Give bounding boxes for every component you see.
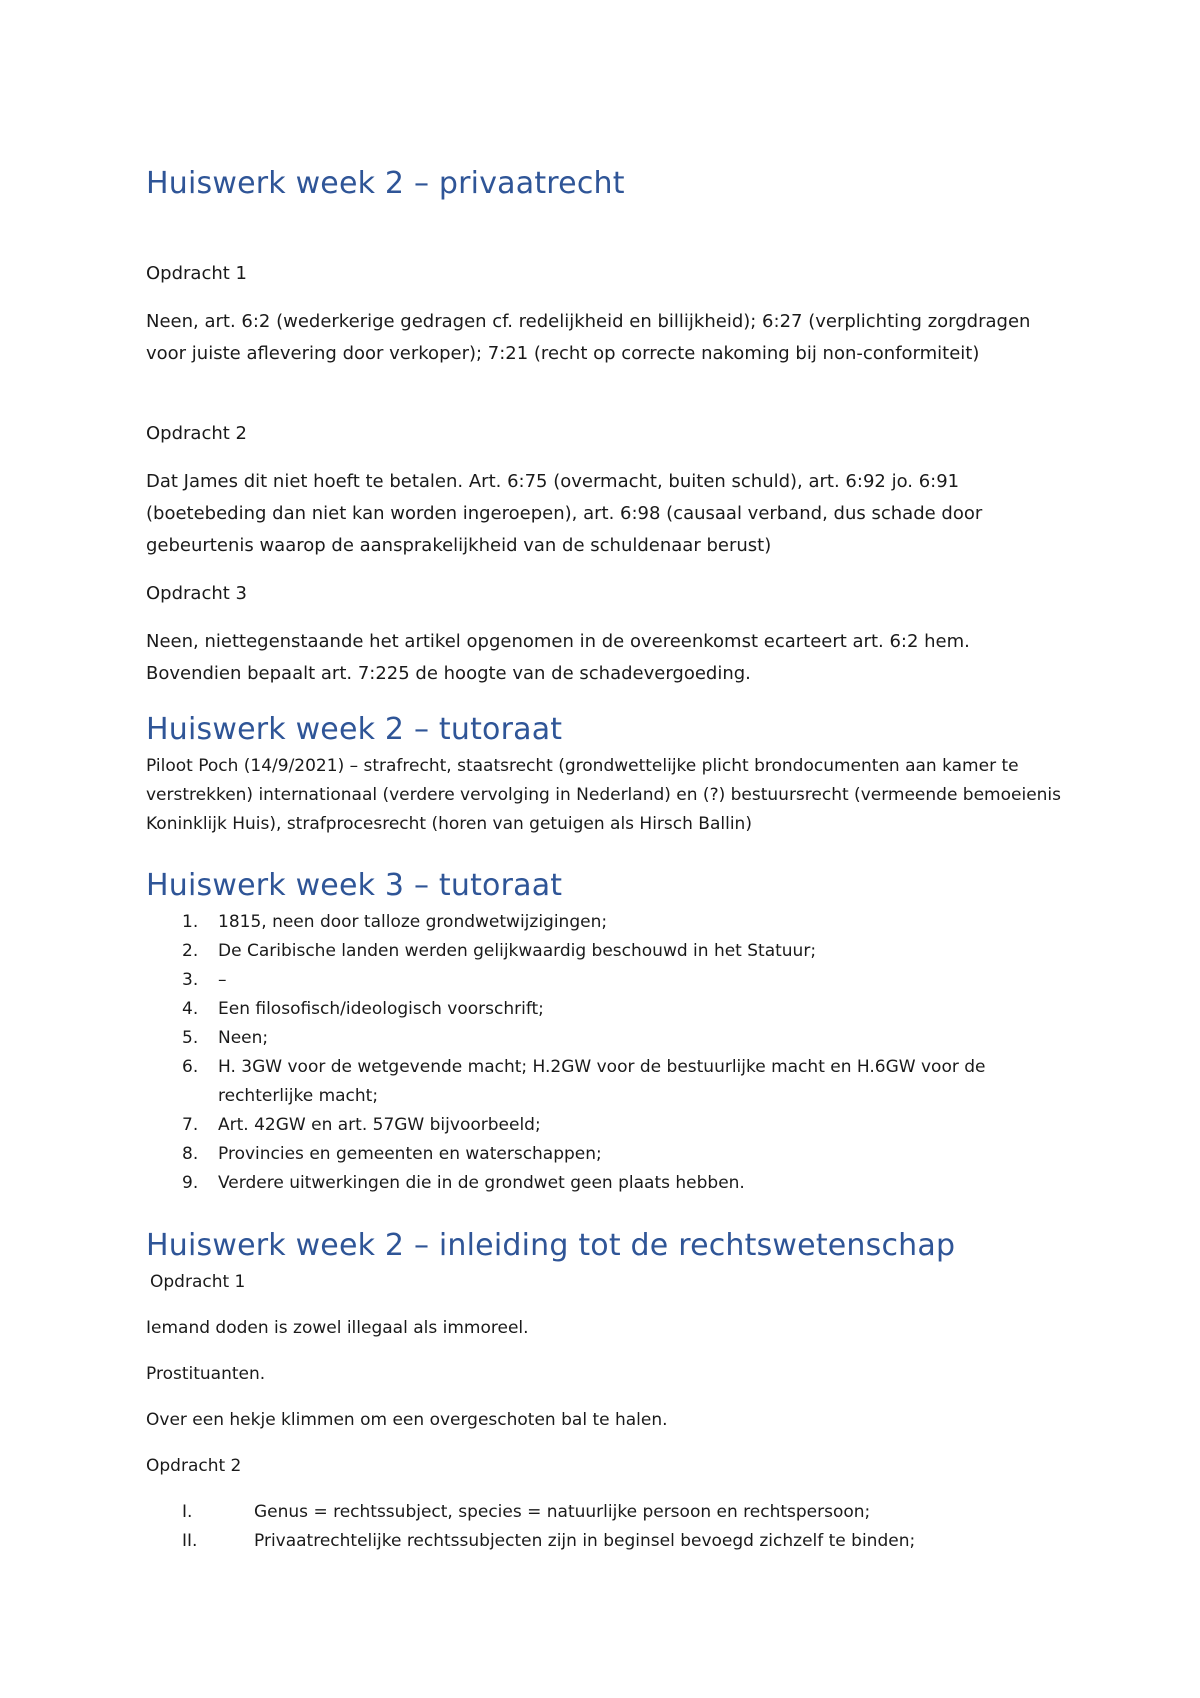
list-item: I. Genus = rechtssubject, species = natuurlijke persoon en rechtspersoon; [182,1502,871,1522]
list-item: 8. Provincies en gemeenten en waterschappen; [182,1144,602,1164]
opdracht-label: Opdracht 1 [150,1272,246,1292]
answer-line: Over een hekje klimmen om een overgeschoten bal te halen. [146,1410,668,1430]
list-item: 7. Art. 42GW en art. 57GW bijvoorbeeld; [182,1115,541,1135]
list-item: 4. Een filosofisch/ideologisch voorschrift; [182,999,544,1019]
opdracht-label: Opdracht 3 [146,583,247,604]
section-heading-privaatrecht: Huiswerk week 2 – privaatrecht [146,166,625,201]
list-item: 6. H. 3GW voor de wetgevende macht; H.2GW voor de bestuurlijke macht en H.6GW voor de rechterlijke macht; [182,1057,986,1106]
answer-line: Iemand doden is zowel illegaal als immoreel. [146,1318,529,1338]
opdracht-label: Opdracht 2 [146,1456,242,1476]
section-heading-inleiding: Huiswerk week 2 – inleiding tot de rechtswetenschap [146,1228,956,1263]
list-item: II. Privaatrechtelijke rechtssubjecten zijn in beginsel bevoegd zichzelf te binden; [182,1531,916,1551]
answer-paragraph: Neen, niettegenstaande het artikel opgenomen in de overeenkomst ecarteert art. 6:2 hem. Bovendien bepaalt art. 7:225 de hoogte van de schadevergoeding. [146,631,970,684]
list-item: 9. Verdere uitwerkingen die in de grondwet geen plaats hebben. [182,1173,745,1193]
tutoraat-paragraph: Piloot Poch (14/9/2021) – strafrecht, staatsrecht (grondwettelijke plicht brondocumenten aan kamer te verstrekken) internationaal (verdere vervolging in Nederland) en (?) bestuursrecht (vermeende bemoeienis Koninklijk Huis), strafprocesrecht (horen van getuigen als Hirsch Ballin) [146,756,1062,834]
opdracht-label: Opdracht 2 [146,423,247,444]
opdracht-label: Opdracht 1 [146,263,247,284]
list-item: 5. Neen; [182,1028,269,1048]
answer-paragraph: Neen, art. 6:2 (wederkerige gedragen cf. redelijkheid en billijkheid); 6:27 (verplichting zorgdragen voor juiste aflevering door verkoper); 7:21 (recht op correcte nakoming bij non-conformiteit) [146,311,1031,364]
list-item: 2. De Caribische landen werden gelijkwaardig beschouwd in het Statuur; [182,941,817,961]
answer-paragraph: Dat James dit niet hoeft te betalen. Art. 6:75 (overmacht, buiten schuld), art. 6:92 jo. 6:91 (boetebeding dan niet kan worden ingeroepen), art. 6:98 (causaal verband, dus schade door gebeurtenis waarop de aansprakelijkheid van de schuldenaar berust) [146,471,983,556]
list-item: 1. 1815, neen door talloze grondwetwijzigingen; [182,912,608,932]
list-item: 3. – [182,970,227,990]
answer-list-roman [146,1498,1066,1556]
section-heading-tutoraat-week2: Huiswerk week 2 – tutoraat [146,712,563,747]
answer-line: Prostituanten. [146,1364,266,1384]
answer-list [146,908,1066,1198]
section-heading-tutoraat-week3: Huiswerk week 3 – tutoraat [146,868,563,903]
